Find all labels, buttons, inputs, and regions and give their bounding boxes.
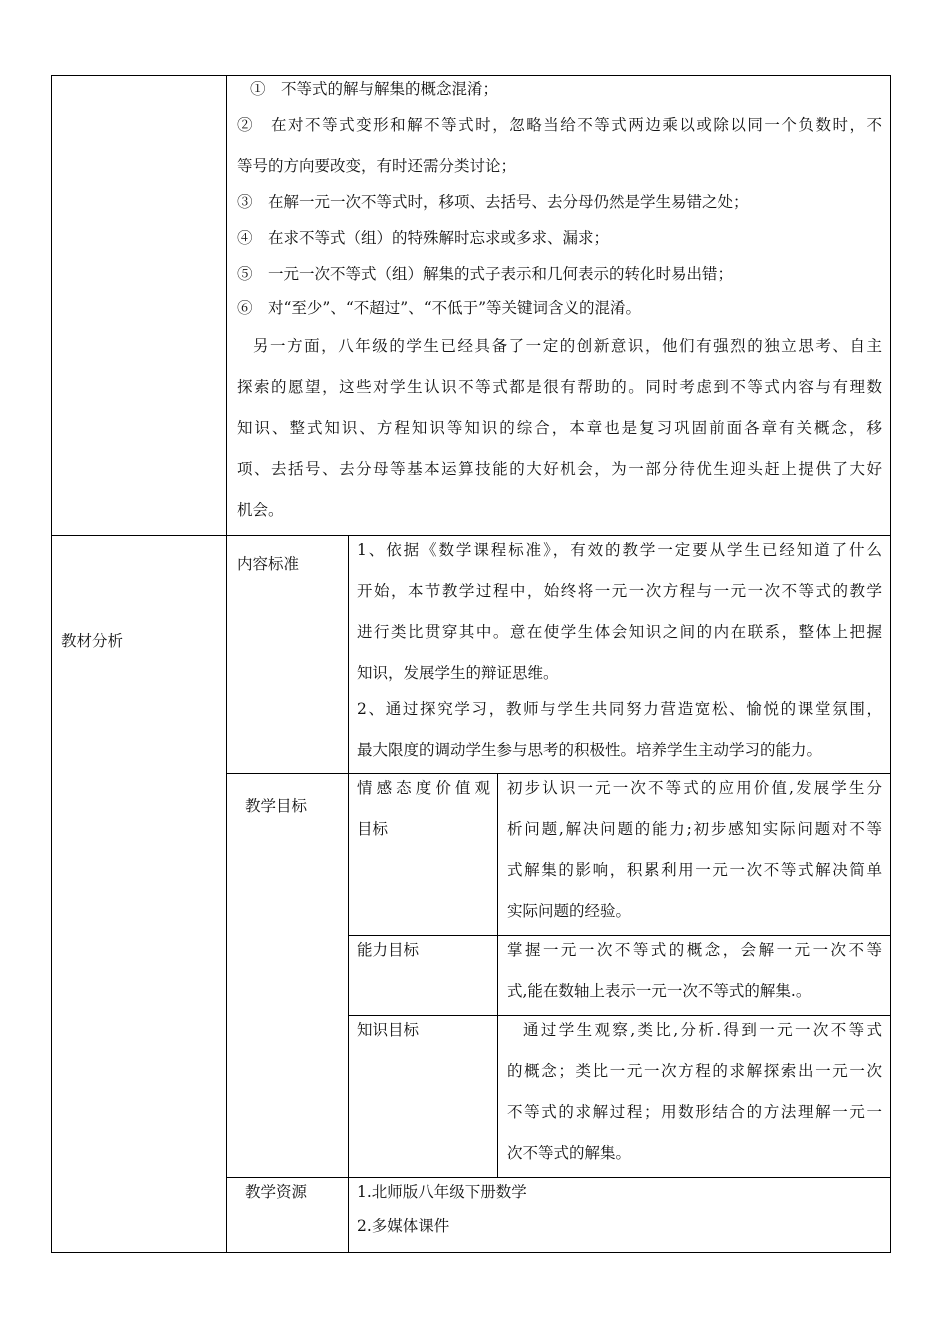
knowledge-goal-line-2: 的概念；类比一元一次方程的求解探索出一元一次: [507, 1062, 882, 1080]
emotion-goal-line-3: 式解集的影响，积累利用一元一次不等式解决简单: [507, 861, 882, 879]
table-right-border: [890, 75, 891, 1253]
resources-line-2: 2.多媒体课件: [357, 1217, 450, 1235]
ability-goal-line-1: 掌握一元一次不等式的概念，会解一元一次不等: [507, 941, 882, 959]
paragraph-line-2: 探索的愿望，这些对学生认识不等式都是很有帮助的。同时考虑到不等式内容与有理数: [237, 378, 882, 396]
difficulty-item-1: ① 不等式的解与解集的概念混淆；: [250, 80, 499, 98]
difficulty-item-3: ③ 在解一元一次不等式时，移项、去括号、去分母仍然是学生易错之处；: [237, 193, 749, 211]
table-divider-content-standard: [226, 773, 891, 774]
table-left-border: [51, 75, 52, 1253]
resources-label: 教学资源: [245, 1183, 308, 1201]
content-standard-line-1: 1、依据《数学课程标准》，有效的教学一定要从学生已经知道了什么: [357, 541, 882, 559]
emotion-goal-line-1: 初步认识一元一次不等式的应用价值,发展学生分: [507, 779, 882, 797]
content-standard-line-6: 最大限度的调动学生参与思考的积极性。培养学生主动学习的能力。: [357, 741, 823, 759]
content-standard-line-4: 知识，发展学生的辩证思维。: [357, 664, 559, 682]
knowledge-goal-label: 知识目标: [357, 1021, 420, 1039]
difficulty-item-4: ④ 在求不等式（组）的特殊解时忘求或多求、漏求；: [237, 229, 610, 247]
ability-goal-line-2: 式,能在数轴上表示一元一次不等式的解集.。: [507, 982, 812, 1000]
emotion-goal-label: 情感态度价值观: [357, 779, 490, 797]
paragraph-line-3: 知识、整式知识、方程知识等知识的综合，本章也是复习巩固前面各章有关概念，移: [237, 419, 882, 437]
table-top-border: [51, 75, 891, 76]
ability-goal-label: 能力目标: [357, 941, 420, 959]
paragraph-line-1: 另一方面，八年级的学生已经具备了一定的创新意识，他们有强烈的独立思考、自主: [253, 337, 882, 355]
knowledge-goal-line-1: 通过学生观察,类比,分析.得到一元一次不等式: [523, 1021, 882, 1039]
resources-line-1: 1.北师版八年级下册数学: [357, 1183, 527, 1201]
difficulty-item-5: ⑤ 一元一次不等式（组）解集的式子表示和几何表示的转化时易出错；: [237, 265, 734, 283]
table-col-divider-2: [348, 535, 349, 1253]
table-divider-ability: [348, 1015, 891, 1016]
knowledge-goal-line-3: 不等式的求解过程；用数形结合的方法理解一元一: [507, 1103, 882, 1121]
teaching-goals-label: 教学目标: [245, 797, 308, 815]
table-bottom-border: [51, 1252, 891, 1253]
content-standard-line-2: 开始，本节教学过程中，始终将一元一次方程与一元一次不等式的教学: [357, 582, 882, 600]
content-standard-line-3: 进行类比贯穿其中。意在使学生体会知识之间的内在联系，整体上把握: [357, 623, 882, 641]
table-divider-difficulties: [51, 535, 891, 536]
emotion-goal-label-cont: 目标: [357, 820, 389, 838]
knowledge-goal-line-4: 次不等式的解集。: [507, 1144, 632, 1162]
emotion-goal-line-2: 析问题,解决问题的能力;初步感知实际问题对不等: [507, 820, 882, 838]
difficulty-item-2: ② 在对不等式变形和解不等式时，忽略当给不等式两边乘以或除以同一个负数时，不: [237, 116, 882, 134]
table-divider-emotion: [348, 935, 891, 936]
table-col-divider-1: [226, 75, 227, 1253]
table-divider-goals: [226, 1177, 891, 1178]
emotion-goal-line-4: 实际问题的经验。: [507, 902, 632, 920]
paragraph-line-5: 机会。: [237, 501, 284, 519]
difficulty-item-2-cont: 等号的方向要改变，有时还需分类讨论；: [237, 157, 517, 175]
difficulty-item-6: ⑥ 对“至少”、“不超过”、“不低于”等关键词含义的混淆。: [237, 299, 642, 317]
table-col-divider-3: [497, 773, 498, 1178]
section-title-analysis: 教材分析: [61, 632, 124, 650]
content-standard-line-5: 2、通过探究学习，教师与学生共同努力营造宽松、愉悦的课堂氛围，: [357, 700, 882, 718]
content-standard-label: 内容标准: [237, 555, 300, 573]
paragraph-line-4: 项、去括号、去分母等基本运算技能的大好机会，为一部分待优生迎头赶上提供了大好: [237, 460, 882, 478]
